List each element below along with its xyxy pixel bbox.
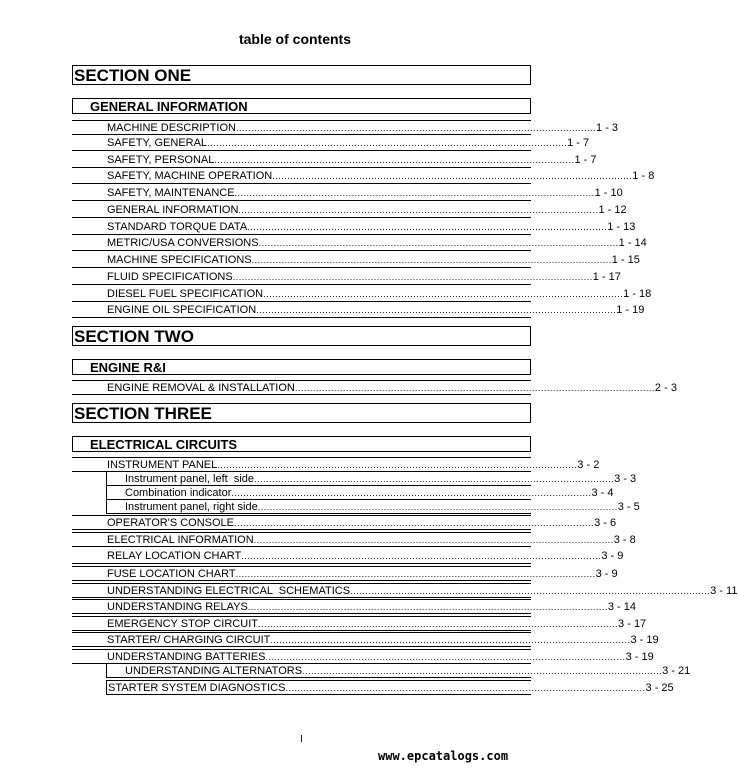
page-ref: 3 - 19 <box>630 634 659 646</box>
leader-dots: ........................................................................................................................ <box>247 602 608 612</box>
toc-entry[interactable]: UNDERSTANDING ELECTRICAL SCHEMATICS ........................................................................................................................ 3 - 11 <box>72 583 531 598</box>
leader-dots: ........................................................................................................................ <box>217 460 578 470</box>
subsection-general-information: GENERAL INFORMATION <box>72 98 531 114</box>
toc-entry[interactable]: UNDERSTANDING RELAYS ........................................................................................................................ 3 - 14 <box>72 599 531 614</box>
subsection-electrical-circuits: ELECTRICAL CIRCUITS <box>72 436 531 452</box>
toc-entry[interactable]: OPERATOR'S CONSOLE ........................................................................................................................ 3 - 6 <box>72 515 531 530</box>
toc-entry[interactable]: STARTER SYSTEM DIAGNOSTICS ........................................................................................................................ 3 - 25 <box>108 682 674 694</box>
leader-dots: ........................................................................................................................ <box>234 188 595 198</box>
page-ref: 3 - 8 <box>613 534 636 546</box>
leader-dots: ........................................................................................................................ <box>285 683 646 693</box>
page-ref: 1 - 12 <box>598 204 627 216</box>
leader-dots: ........................................................................................................................ <box>251 255 612 265</box>
section-heading-three: SECTION THREE <box>72 403 531 423</box>
leader-dots: ........................................................................................................................ <box>214 155 575 165</box>
subsection-engine-ri: ENGINE R&I <box>72 359 531 375</box>
page-number: I <box>300 734 303 745</box>
toc-entry[interactable]: METRIC/USA CONVERSIONS ........................................................................................................................ 1 - 14 <box>72 236 531 251</box>
leader-dots: ........................................................................................................................ <box>270 635 631 645</box>
leader-dots: ........................................................................................................................ <box>257 502 618 512</box>
leader-dots: ........................................................................................................................ <box>258 238 619 248</box>
page-ref: 3 - 6 <box>594 517 617 529</box>
leader-dots: ........................................................................................................................ <box>235 123 597 133</box>
toc-subentry[interactable]: Instrument panel, right side ........................................................................................................................ 3 - 5 <box>106 500 531 514</box>
toc-entry[interactable]: SAFETY, MAINTENANCE ........................................................................................................................ 1 - 10 <box>72 186 531 201</box>
leader-dots: ........................................................................................................................ <box>350 586 711 596</box>
page-ref: 3 - 9 <box>601 550 624 562</box>
page-ref: 1 - 7 <box>567 137 590 149</box>
section-heading-one: SECTION ONE <box>72 65 531 85</box>
toc-entry[interactable]: DIESEL FUEL SPECIFICATION ........................................................................................................................ 1 - 18 <box>72 287 531 302</box>
page-ref: 1 - 10 <box>594 187 623 199</box>
toc-entry[interactable]: FLUID SPECIFICATIONS ........................................................................................................................ 1 - 17 <box>72 270 531 285</box>
page-ref: 1 - 18 <box>623 288 652 300</box>
toc-entry[interactable]: STARTER/ CHARGING CIRCUIT ........................................................................................................................ 3 - 19 <box>72 632 531 647</box>
section-heading-two: SECTION TWO <box>72 326 531 346</box>
toc-entry[interactable]: MACHINE SPECIFICATIONS ........................................................................................................................ 1 - 15 <box>72 253 531 268</box>
page-ref: 3 - 4 <box>591 487 614 499</box>
leader-dots: ........................................................................................................................ <box>254 474 615 484</box>
page-title: table of contents <box>238 31 351 47</box>
page-ref: 3 - 25 <box>645 682 674 694</box>
leader-dots: ........................................................................................................................ <box>272 171 633 181</box>
toc-entry[interactable]: ELECTRICAL INFORMATION ........................................................................................................................ 3 - 8 <box>72 532 531 547</box>
page-ref: 3 - 17 <box>618 618 647 630</box>
toc-entry[interactable]: MACHINE DESCRIPTION ........................................................................................................................ 1 - 3 <box>72 120 531 135</box>
page-ref: 1 - 15 <box>611 254 640 266</box>
page-ref: 3 - 2 <box>577 459 600 471</box>
toc-entry[interactable]: ENGINE REMOVAL & INSTALLATION ........................................................................................................................ 2 - 3 <box>72 380 531 395</box>
page-ref: 1 - 17 <box>592 271 621 283</box>
page-ref: 1 - 14 <box>618 237 647 249</box>
leader-dots: ........................................................................................................................ <box>238 205 599 215</box>
page-ref: 1 - 3 <box>596 122 619 134</box>
leader-dots: ........................................................................................................................ <box>265 652 626 662</box>
page-ref: 1 - 19 <box>616 304 645 316</box>
toc-entry[interactable]: STANDARD TORQUE DATA ........................................................................................................................ 1 - 13 <box>72 220 531 235</box>
toc-entry[interactable]: RELAY LOCATION CHART ........................................................................................................................ 3 - 9 <box>72 549 531 564</box>
toc-entry[interactable]: GENERAL INFORMATION ........................................................................................................................ 1 - 12 <box>72 203 531 218</box>
page-ref: 1 - 8 <box>632 170 655 182</box>
leader-dots: ........................................................................................................................ <box>235 569 596 579</box>
toc-entry[interactable]: ENGINE OIL SPECIFICATION ........................................................................................................................ 1 - 19 <box>72 303 531 318</box>
leader-dots: ........................................................................................................................ <box>263 289 624 299</box>
leader-dots: ........................................................................................................................ <box>207 138 568 148</box>
toc-entry[interactable]: SAFETY, MACHINE OPERATION ........................................................................................................................ 1 - 8 <box>72 169 531 184</box>
page-ref: 3 - 11 <box>710 585 738 597</box>
page-ref: 3 - 3 <box>614 473 637 485</box>
leader-dots: ........................................................................................................................ <box>234 518 595 528</box>
toc-subentry[interactable]: Instrument panel, left side ........................................................................................................................ 3 - 3 <box>106 472 531 486</box>
leader-dots: ........................................................................................................................ <box>256 305 617 315</box>
leader-dots: ........................................................................................................................ <box>232 272 593 282</box>
page-ref: 2 - 3 <box>654 382 677 394</box>
toc-entry[interactable]: EMERGENCY STOP CIRCUIT ........................................................................................................................ 3 - 17 <box>72 616 531 631</box>
page-ref: 3 - 9 <box>595 568 618 580</box>
page-ref: 3 - 19 <box>625 651 654 663</box>
toc-subentry[interactable]: UNDERSTANDING ALTERNATORS ........................................................................................................................ 3 - 21 <box>106 664 531 678</box>
toc-entry[interactable]: UNDERSTANDING BATTERIES ........................................................................................................................ 3 - 19 <box>72 649 531 664</box>
toc-entry[interactable]: INSTRUMENT PANEL ........................................................................................................................ 3 - 2 <box>72 457 531 472</box>
leader-dots: ........................................................................................................................ <box>294 383 655 393</box>
leader-dots: ........................................................................................................................ <box>253 535 614 545</box>
page-ref: 1 - 7 <box>574 154 597 166</box>
leader-dots: ........................................................................................................................ <box>247 222 608 232</box>
leader-dots: ........................................................................................................................ <box>302 666 663 676</box>
page-ref: 1 - 13 <box>607 221 636 233</box>
leader-dots: ........................................................................................................................ <box>257 619 619 629</box>
page-ref: 3 - 14 <box>607 601 636 613</box>
page-ref: 3 - 21 <box>662 665 691 677</box>
toc-entry[interactable]: SAFETY, GENERAL ........................................................................................................................ 1 - 7 <box>72 136 531 151</box>
toc-entry[interactable]: FUSE LOCATION CHART ........................................................................................................................ 3 - 9 <box>72 566 531 581</box>
leader-dots: ........................................................................................................................ <box>241 551 602 561</box>
toc-subentry[interactable]: Combination indicator ........................................................................................................................ 3 - 4 <box>106 486 531 500</box>
watermark-url: www.epcatalogs.com <box>378 749 509 763</box>
page-ref: 3 - 5 <box>617 501 640 513</box>
leader-dots: ........................................................................................................................ <box>231 488 592 498</box>
toc-entry[interactable]: SAFETY, PERSONAL ........................................................................................................................ 1 - 7 <box>72 153 531 168</box>
